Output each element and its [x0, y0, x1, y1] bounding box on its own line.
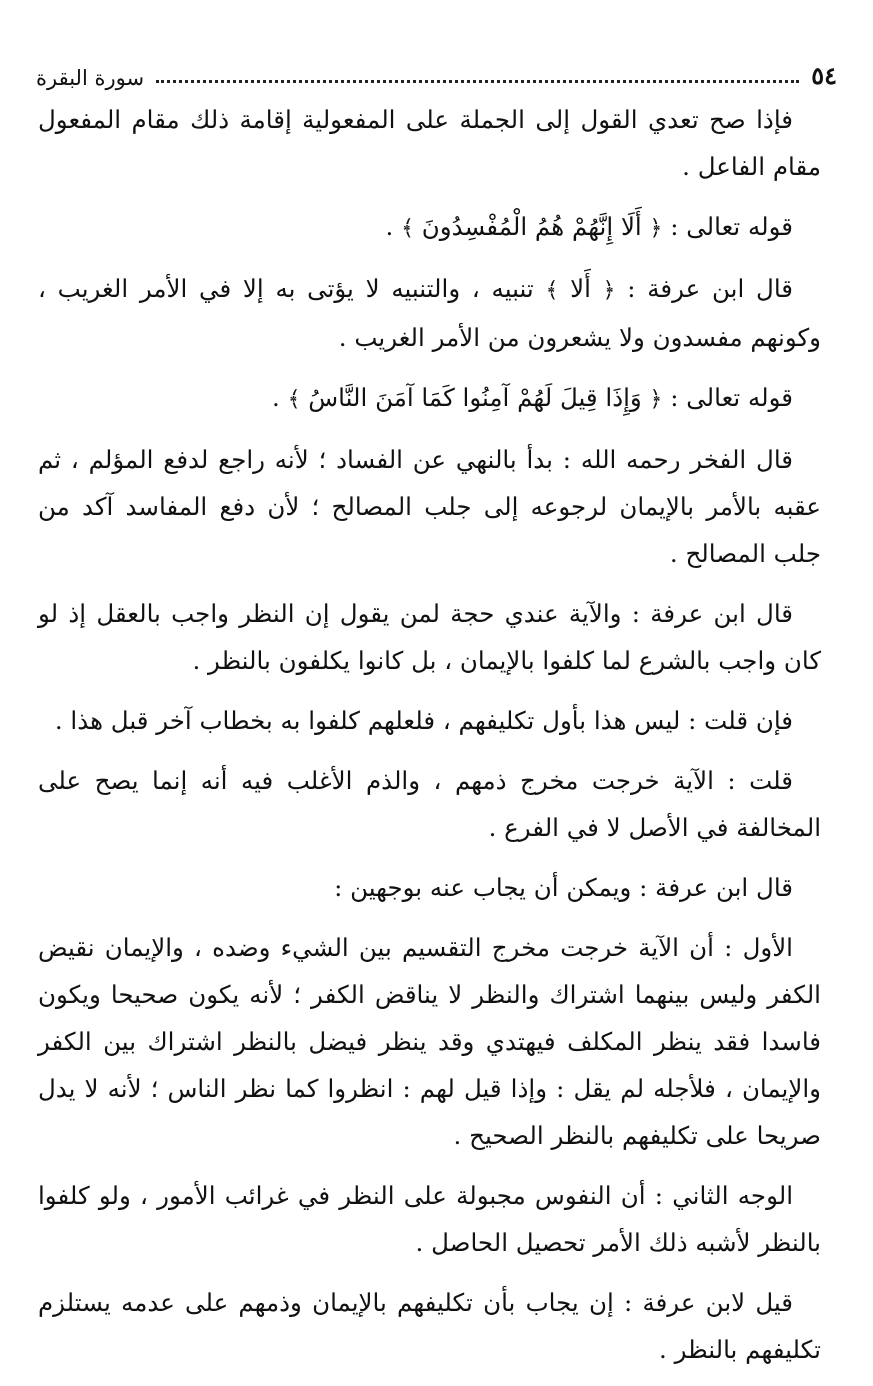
paragraph-text: الوجه الثاني : أن النفوس مجبولة على النظر في غرائب الأمور ، ولو كلفوا بالنظر لأشبه ذلك الأمر تحصيل الحاصل . — [38, 1181, 821, 1257]
page-number: ٥٤ — [811, 61, 837, 90]
paragraph-text: فإذا صح تعدي القول إلى الجملة على المفعولية إقامة ذلك مقام المفعول مقام الفاعل . — [38, 105, 821, 181]
paragraph-6 — [38, 590, 821, 684]
verse-close-bracket: ﴾ — [287, 387, 301, 412]
paragraph-2-verse — [38, 203, 821, 252]
quran-verse: أَلَا إِنَّهُمْ هُمُ الْمُفْسِدُونَ — [413, 212, 650, 241]
paragraph-text: قلت : الآية خرجت مخرج ذمهم ، والذم الأغلب فيه أنه إنما يصح على المخالفة في الأصل لا في الفرع . — [38, 766, 821, 842]
paragraph-text: فإن قلت : ليس هذا بأول تكليفهم ، فلعلهم كلفوا به بخطاب آخر قبل هذا . — [54, 706, 793, 735]
paragraph-text: قال الفخر رحمه الله : بدأ بالنهي عن الفساد ؛ لأنه راجع لدفع المؤلم ، ثم عقبه بالأمر بالإيمان لرجوعه إلى جلب المصالح ؛ لأن دفع المفاسد آكد من جلب المصالح . — [38, 445, 821, 568]
verse-open-bracket: ﴿ — [649, 216, 663, 241]
header-dotted-leader — [156, 80, 799, 83]
paragraph-3 — [38, 265, 821, 361]
quran-word: أَلا — [558, 274, 603, 303]
verse-open-bracket: ﴿ — [649, 387, 663, 412]
paragraph-4-verse — [38, 374, 821, 423]
verse-intro: قوله تعالى : — [662, 212, 793, 241]
paragraph-text: قال ابن عرفة : ويمكن أن يجاب عنه بوجهين : — [334, 873, 793, 902]
paragraph-10 — [38, 924, 821, 1159]
paragraph-11 — [38, 1172, 821, 1266]
body-text — [38, 96, 821, 1386]
paragraph-text: قيل لابن عرفة : إن يجاب بأن تكليفهم بالإيمان وذمهم على عدمه يستلزم تكليفهم بالنظر . — [38, 1288, 821, 1364]
paragraph-8 — [38, 757, 821, 851]
verse-intro: قوله تعالى : — [662, 383, 793, 412]
paragraph-7 — [38, 697, 821, 744]
paragraph-text: الأول : أن الآية خرجت مخرج التقسيم بين الشيء وضده ، والإيمان نقيض الكفر وليس بينهما اشتراك والنظر لا يناقض الكفر ؛ لأنه يكون صحيحا ويكون فاسدا فقد ينظر المكلف فيهتدي وقد ينظر فيضل بالنظر اشتراك بين الكفر والإيمان ، فلأجله لم يقل : وإذا قيل لهم : انظروا كما نظر الناس ؛ لأنه لا يدل صريحا على تكليفهم بالنظر الصحيح . — [38, 933, 821, 1150]
paragraph-9 — [38, 864, 821, 911]
verse-close-bracket: ﴾ — [545, 278, 559, 303]
verse-open-bracket: ﴿ — [602, 278, 616, 303]
paragraph-1 — [38, 96, 821, 190]
verse-end: . — [385, 212, 402, 241]
paragraph-5 — [38, 436, 821, 577]
paragraph-text: قال ابن عرفة : والآية عندي حجة لمن يقول إن النظر واجب بالعقل إذ لو كان واجب بالشرع لما كلفوا بالإيمان ، بل كانوا يكلفون بالنظر . — [38, 599, 821, 675]
surah-title: سورة البقرة — [36, 66, 145, 90]
paragraph-intro: قال ابن عرفة : — [615, 274, 793, 303]
paragraph-text: تنبيه ، والتنبيه لا يؤتى به إلا في الأمر الغريب ، وكونهم مفسدون ولا يشعرون من الأمر الغريب . — [38, 274, 821, 352]
quran-verse: وَإِذَا قِيلَ لَهُمْ آمِنُوا كَمَا آمَنَ النَّاسُ — [300, 383, 650, 412]
page-header — [36, 56, 837, 90]
verse-end: . — [271, 383, 288, 412]
paragraph-12 — [38, 1279, 821, 1373]
verse-close-bracket: ﴾ — [401, 216, 414, 241]
